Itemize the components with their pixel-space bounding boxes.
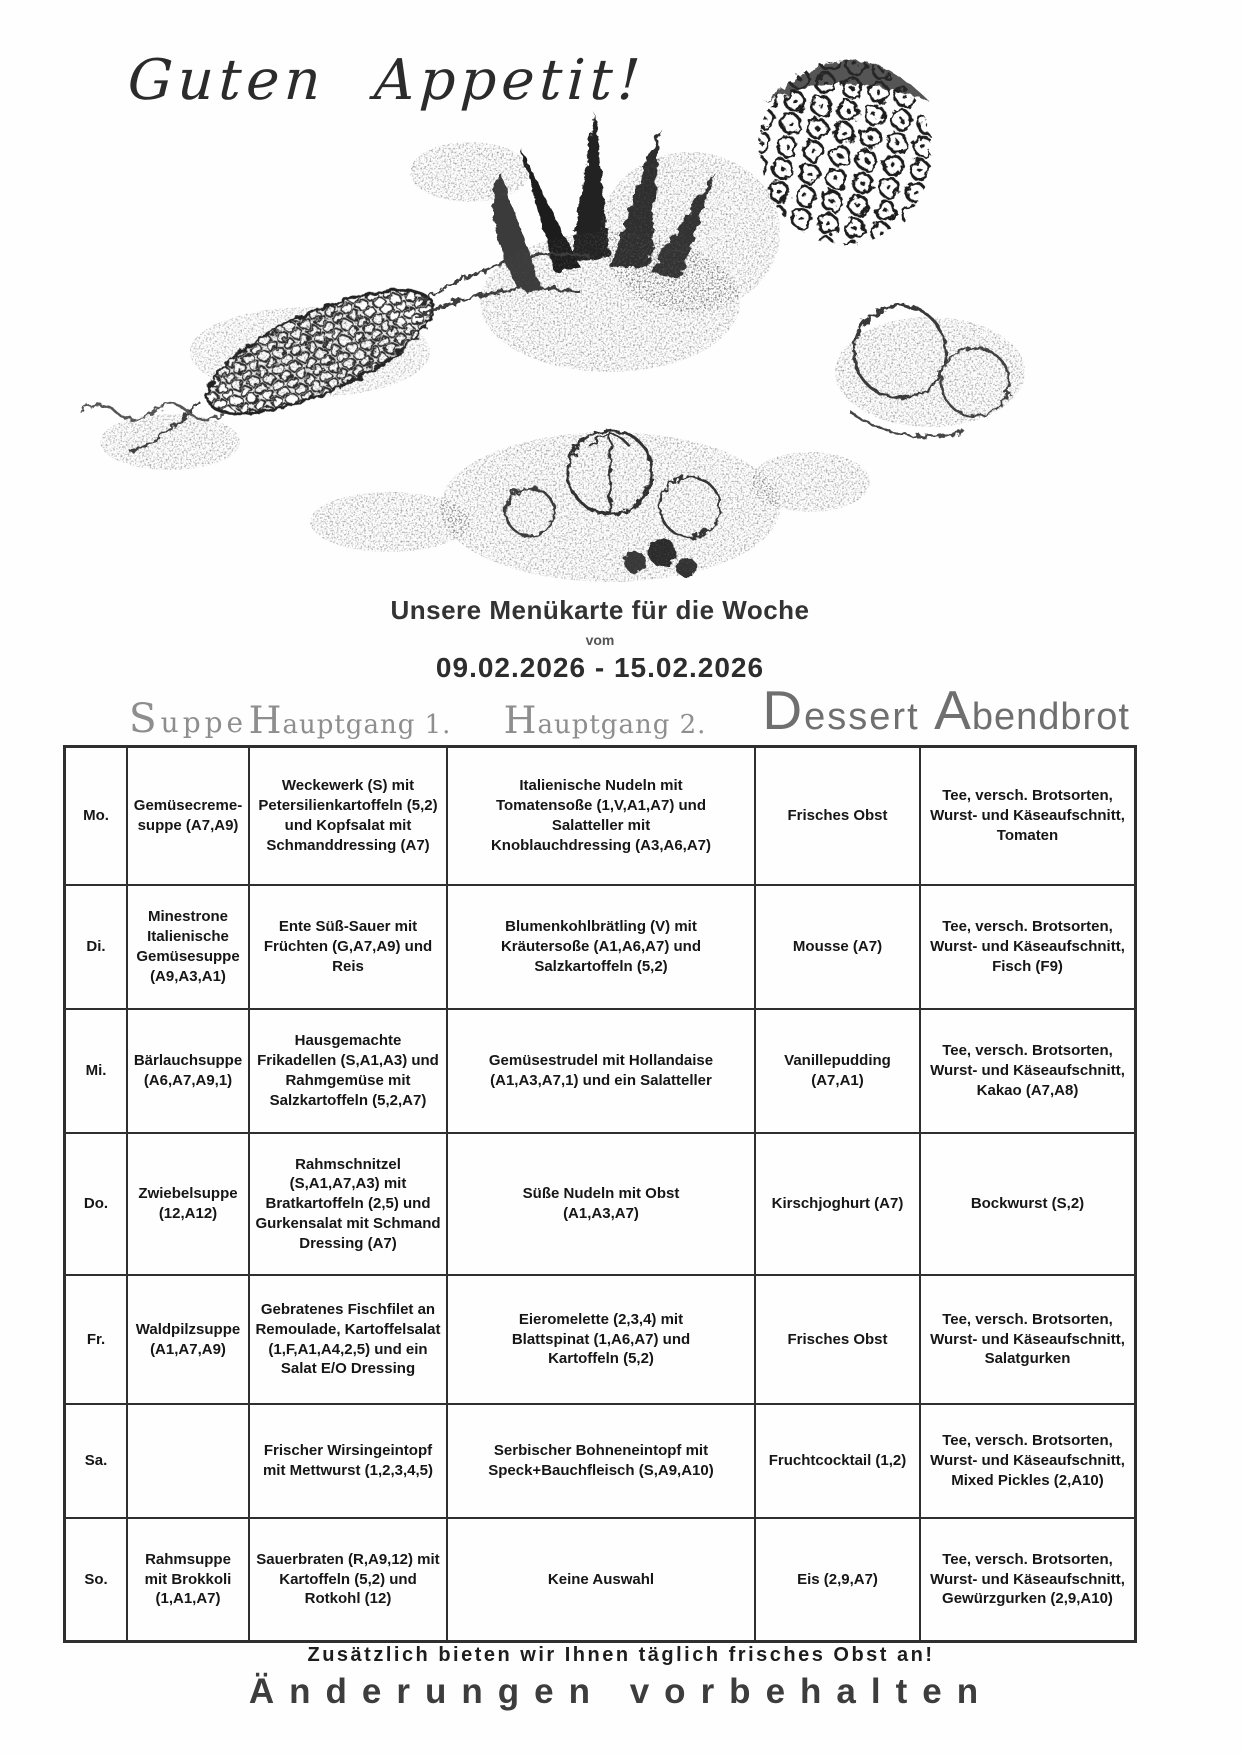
menu-cell-dessert: Frisches Obst bbox=[756, 748, 921, 884]
column-header-dessert: Dessert bbox=[762, 679, 920, 741]
menu-cell-hauptgang1: Frischer Wirsingeintopf mit Mettwurst (1,2,3,4,5) bbox=[250, 1405, 448, 1517]
menu-cell-dessert: Vanillepudding (A7,A1) bbox=[756, 1010, 921, 1132]
day-label: Mi. bbox=[66, 1010, 128, 1132]
weekly-menu-table bbox=[63, 745, 1137, 1643]
menu-cell-abendbrot: Tee, versch. Brotsorten, Wurst- und Käseaufschnitt, Kakao (A7,A8) bbox=[930, 1042, 1125, 1099]
table-row-sunday bbox=[66, 1519, 1134, 1640]
menu-cell-hauptgang1: Sauerbraten (R,A9,12) mit Kartoffeln (5,2) und Rotkohl (12) bbox=[250, 1519, 448, 1640]
handwritten-greeting: Guten Appetit! bbox=[126, 48, 647, 113]
menu-cell-abendbrot: Tee, versch. Brotsorten, Wurst- und Käseaufschnitt, Gewürzgurken (2,9,A10) bbox=[930, 1550, 1125, 1608]
garlic-and-vegetables-sketch bbox=[440, 430, 780, 582]
menu-title: Unsere Menükarte für die Woche bbox=[390, 595, 810, 625]
column-header-abendbrot: Abendbrot bbox=[934, 679, 1130, 741]
menu-cell-dessert: Fruchtcocktail (1,2) bbox=[756, 1405, 921, 1517]
date-range: 09.02.2026 - 15.02.2026 bbox=[435, 652, 765, 683]
menu-cell-abendbrot: Tee, versch. Brotsorten, Wurst- und Käseaufschnitt, Tomaten bbox=[930, 787, 1125, 844]
heading-block bbox=[63, 595, 1137, 684]
menu-cell-hauptgang2: Blumenkohlbrätling (V) mit Kräutersoße (A1,A6,A7) und Salzkartoffeln (5,2) bbox=[448, 886, 756, 1008]
menu-cell-suppe: Rahmsuppe mit Brokkoli (1,A1,A7) bbox=[128, 1519, 250, 1640]
vegetables-photo-illustration bbox=[50, 52, 1090, 592]
menu-cell-suppe: Minestrone Italienische Gemüsesuppe (A9,A3,A1) bbox=[128, 886, 250, 1008]
menu-cell-hauptgang1: Weckewerk (S) mit Petersilienkartoffeln (5,2) und Kopfsalat mit Schmanddressing (A7) bbox=[250, 748, 448, 884]
daily-fruit-note: Zusätzlich bieten wir Ihnen täglich frisches Obst an! bbox=[307, 1644, 935, 1666]
menu-cell-hauptgang1: Ente Süß-Sauer mit Früchten (G,A7,A9) und Reis bbox=[250, 886, 448, 1008]
menu-cell-dessert: Mousse (A7) bbox=[756, 886, 921, 1008]
day-label: Fr. bbox=[66, 1276, 128, 1403]
menu-cell-abendbrot: Bockwurst (S,2) bbox=[970, 1195, 1085, 1213]
table-row-tuesday bbox=[66, 886, 1134, 1010]
table-row-saturday bbox=[66, 1405, 1134, 1519]
menu-cell-suppe bbox=[128, 1405, 250, 1517]
menu-cell-dessert: Frisches Obst bbox=[756, 1276, 921, 1403]
column-header-hauptgang-2: Hauptgang 2. bbox=[503, 698, 707, 742]
menu-cell-hauptgang2: Keine Auswahl bbox=[448, 1519, 756, 1640]
menu-cell-hauptgang2: Eieromelette (2,3,4) mit Blattspinat (1,A6,A7) und Kartoffeln (5,2) bbox=[448, 1276, 756, 1403]
day-label: Mo. bbox=[66, 748, 128, 884]
day-label: Do. bbox=[66, 1134, 128, 1274]
vom-label: vom bbox=[585, 632, 615, 648]
column-headers bbox=[0, 679, 1242, 744]
menu-cell-suppe: Bärlauchsuppe (A6,A7,A9,1) bbox=[128, 1010, 250, 1132]
menu-cell-suppe: Waldpilzsuppe (A1,A7,A9) bbox=[128, 1276, 250, 1403]
menu-cell-suppe: Gemüsecreme-suppe (A7,A9) bbox=[128, 748, 250, 884]
menu-cell-hauptgang2: Serbischer Bohneneintopf mit Speck+Bauchfleisch (S,A9,A10) bbox=[448, 1405, 756, 1517]
menu-cell-hauptgang2: Gemüsestrudel mit Hollandaise (A1,A3,A7,1) und ein Salatteller bbox=[448, 1010, 756, 1132]
column-header-hauptgang-1: Hauptgang 1. bbox=[248, 698, 452, 742]
menu-cell-hauptgang1: Gebratenes Fischfilet an Remoulade, Kartoffelsalat (1,F,A1,A4,2,5) und ein Salat E/O Dressing bbox=[250, 1276, 448, 1403]
menu-cell-abendbrot: Tee, versch. Brotsorten, Wurst- und Käseaufschnitt, Fisch (F9) bbox=[930, 918, 1125, 975]
menu-cell-hauptgang2: Italienische Nudeln mit Tomatensoße (1,V,A1,A7) und Salatteller mit Knoblauchdressing (A3,A6,A7) bbox=[448, 748, 756, 884]
menu-cell-abendbrot: Tee, versch. Brotsorten, Wurst- und Käseaufschnitt, Mixed Pickles (2,A10) bbox=[930, 1432, 1125, 1489]
column-header-suppe: Suppe bbox=[128, 694, 248, 742]
table-row-friday bbox=[66, 1276, 1134, 1405]
changes-reserved-note: Änderungen vorbehalten bbox=[248, 1672, 994, 1711]
menu-cell-suppe: Zwiebelsuppe (12,A12) bbox=[128, 1134, 250, 1274]
menu-cell-hauptgang2: Süße Nudeln mit Obst (A1,A3,A7) bbox=[448, 1134, 756, 1274]
table-row-wednesday bbox=[66, 1010, 1134, 1134]
pineapple-sketch bbox=[759, 60, 931, 244]
day-label: Di. bbox=[66, 886, 128, 1008]
menu-cell-dessert: Eis (2,9,A7) bbox=[756, 1519, 921, 1640]
menu-cell-dessert: Kirschjoghurt (A7) bbox=[756, 1134, 921, 1274]
fruit-right-sketch bbox=[835, 306, 1025, 437]
menu-cell-abendbrot: Tee, versch. Brotsorten, Wurst- und Käseaufschnitt, Salatgurken bbox=[930, 1310, 1125, 1368]
leafy-flowers-sketch bbox=[480, 112, 780, 372]
table-row-thursday bbox=[66, 1134, 1134, 1276]
day-label: Sa. bbox=[66, 1405, 128, 1517]
table-row-monday bbox=[66, 748, 1134, 886]
day-label: So. bbox=[66, 1519, 128, 1640]
menu-cell-hauptgang1: Hausgemachte Frikadellen (S,A1,A3) und Rahmgemüse mit Salzkartoffeln (5,2,A7) bbox=[250, 1010, 448, 1132]
menu-cell-hauptgang1: Rahmschnitzel (S,A1,A7,A3) mit Bratkartoffeln (2,5) und Gurkensalat mit Schmand Dressing (A7) bbox=[250, 1134, 448, 1274]
